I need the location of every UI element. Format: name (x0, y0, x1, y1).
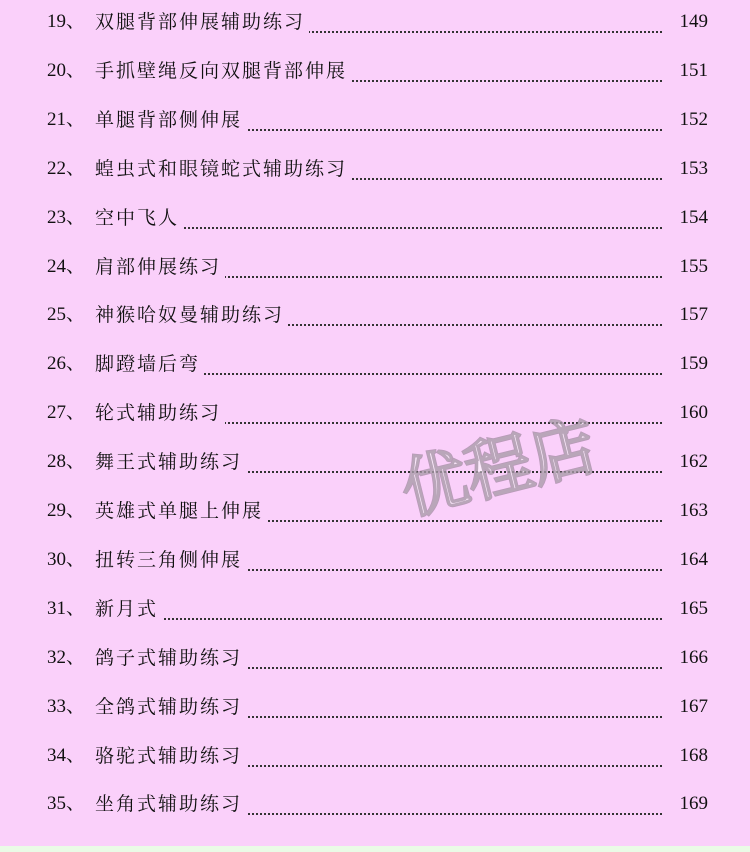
toc-entry[interactable] (0, 51, 750, 91)
toc-entry-number: 19、 (47, 11, 86, 32)
toc-entry-title: 轮式辅助练习 (95, 402, 225, 424)
toc-entry-page: 169 (679, 793, 708, 815)
toc-entry-title: 鸽子式辅助练习 (95, 647, 246, 669)
bottom-strip (0, 846, 750, 852)
toc-entry[interactable] (0, 198, 750, 238)
toc-entry-title: 全鸽式辅助练习 (95, 696, 246, 718)
toc-entry-page: 159 (679, 353, 708, 375)
toc-entry-page: 168 (679, 744, 708, 766)
toc-entry[interactable] (0, 149, 750, 189)
toc-entry-title: 脚蹬墙后弯 (95, 353, 204, 375)
toc-entry[interactable] (0, 638, 750, 678)
toc-entry-page: 167 (679, 695, 708, 717)
toc-entry-number: 30、 (47, 548, 86, 570)
toc-entry-title: 扭转三角侧伸展 (95, 549, 246, 571)
toc-entry-page: 166 (679, 646, 708, 668)
watermark: 优程店 (393, 406, 605, 530)
toc-entry-page: 157 (679, 304, 708, 326)
toc-entry-title: 双腿背部伸展辅助练习 (95, 11, 309, 33)
toc-entry-page: 152 (679, 108, 708, 130)
toc-entry[interactable] (0, 687, 750, 727)
toc-entry-title: 新月式 (95, 598, 162, 620)
toc-entry-number: 25、 (47, 304, 86, 326)
toc-entry[interactable] (0, 393, 750, 433)
toc-entry[interactable] (0, 247, 750, 287)
toc-entry[interactable] (0, 100, 750, 140)
toc-entry[interactable] (0, 295, 750, 335)
toc-entry-title: 坐角式辅助练习 (95, 793, 246, 815)
toc-entry-page: 160 (679, 402, 708, 424)
toc-entry-number: 28、 (47, 451, 86, 473)
toc-entry[interactable] (0, 784, 750, 824)
toc-entry-number: 24、 (47, 255, 86, 277)
toc-entry[interactable] (0, 344, 750, 384)
toc-entry-number: 22、 (47, 157, 86, 179)
toc-entry-number: 21、 (47, 108, 86, 130)
toc-entry-number: 34、 (47, 744, 86, 766)
toc-entry-page: 154 (679, 206, 708, 228)
toc-entry-title: 舞王式辅助练习 (95, 451, 246, 473)
toc-entry-title: 肩部伸展练习 (95, 256, 225, 278)
toc-entry[interactable] (0, 736, 750, 776)
toc-entry-title: 蝗虫式和眼镜蛇式辅助练习 (95, 158, 351, 180)
toc-entry-title: 神猴哈奴曼辅助练习 (95, 304, 288, 326)
toc-entry[interactable] (0, 589, 750, 629)
toc-entry-page: 162 (679, 451, 708, 473)
toc-entry[interactable] (0, 2, 750, 42)
toc-entry-title: 手抓壁绳反向双腿背部伸展 (95, 60, 351, 82)
toc-entry-page: 151 (679, 59, 708, 81)
toc-entry-title: 骆驼式辅助练习 (95, 745, 246, 767)
toc-entry-title: 空中飞人 (95, 207, 183, 229)
toc-entry-page: 163 (679, 500, 708, 521)
toc-entry-number: 32、 (47, 646, 86, 668)
toc-entry-number: 33、 (47, 695, 86, 717)
toc-entry-title: 单腿背部侧伸展 (95, 109, 246, 131)
toc-entry-number: 35、 (47, 793, 86, 815)
toc-entry-page: 155 (679, 255, 708, 277)
toc-entry-number: 31、 (47, 597, 86, 619)
dot-leader (95, 618, 662, 620)
toc-entry-page: 153 (679, 157, 708, 179)
toc-entry-number: 26、 (47, 353, 86, 375)
toc-entry[interactable] (0, 540, 750, 580)
toc-entry-number: 23、 (47, 206, 86, 228)
toc-entry-number: 29、 (47, 500, 86, 521)
toc-entry-page: 165 (679, 597, 708, 619)
toc-entry-page: 149 (679, 11, 708, 32)
toc-entry-title: 英雄式单腿上伸展 (95, 500, 267, 522)
toc-entry-number: 27、 (47, 402, 86, 424)
toc-entry[interactable] (0, 442, 750, 482)
toc-entry-number: 20、 (47, 59, 86, 81)
toc-entry-page: 164 (679, 548, 708, 570)
toc-entry[interactable] (0, 491, 750, 531)
